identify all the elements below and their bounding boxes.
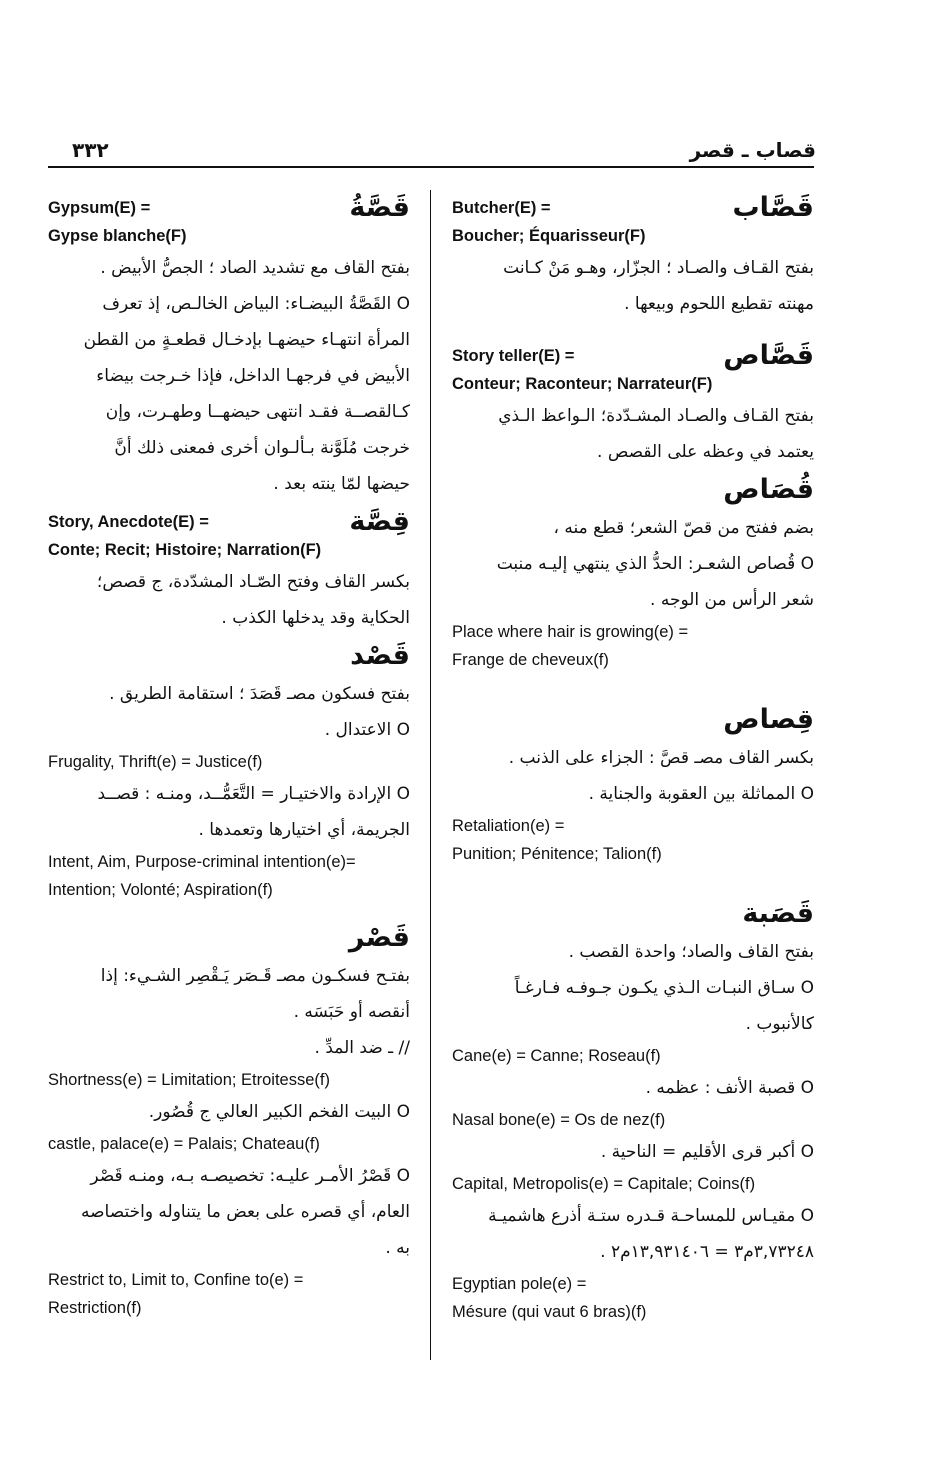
french-gloss: Punition; Pénitence; Talion(f) [452,845,662,863]
running-title: قصاب ـ قصر [689,138,816,162]
definition-line: كالأنبوب . [745,1014,814,1034]
definition-line: بكسر القاف وفتح الصّـاد المشدّدة، ج قصص؛ [96,572,410,592]
definition-line: O القَصَّةُ البيضـاء: البياض الخالـص، إذ تعرف [102,294,410,314]
definition-line: به . [385,1238,410,1258]
headword: قَصَّةُ [349,192,410,223]
definition-line: O قصبة الأنف : عظمه . [645,1078,814,1098]
gloss: Nasal bone(e) = Os de nez(f) [452,1111,666,1129]
english-gloss: Gypsum(E) = [48,199,151,217]
definition-line: حيضها لمّا ينته بعد . [273,474,410,494]
entry-qissa [48,502,410,636]
french-gloss: Gypse blanche(F) [48,227,187,245]
headword: قِصاص [723,704,814,735]
headword: قِصَّة [349,506,410,537]
definition-line: // ـ ضد المدِّ . [314,1038,410,1058]
entry-qasd [48,636,410,904]
english-gloss: Place where hair is growing(e) = [452,623,689,641]
entry-qassatu [48,188,410,502]
headword: قَصَّاب [732,192,814,223]
english-gloss: Story teller(E) = [452,347,575,365]
definition-line: O المماثلة بين العقوبة والجناية . [588,784,814,804]
definition-line: O الإرادة والاختيـار = التَّعَمُّــد، ومنـه : قصــد [97,784,410,804]
definition-line: O سـاق النبـات الـذي يكـون جـوفـه فـارغـاً [514,978,814,998]
gloss: Frugality, Thrift(e) = Justice(f) [48,753,263,771]
definition-line: بفتح القاف مع تشديد الصاد ؛ الجصُّ الأبيض . [100,258,410,278]
definition-line: O قُصاص الشعـر: الحدُّ الذي ينتهي إليـه منبت [496,554,814,574]
french-gloss: Boucher; Équarisseur(F) [452,227,646,245]
definition-line: كـالقصــة فقـد انتهى حيضهــا وطهـرت، وإن [105,402,410,422]
french-gloss: Conteur; Raconteur; Narrateur(F) [452,375,713,393]
gloss: Cane(e) = Canne; Roseau(f) [452,1047,661,1065]
english-gloss: Retaliation(e) = [452,817,565,835]
headword: قَصَبة [742,898,814,929]
definition-line: العام، أي قصره على بعض ما يتناوله واختصاصه [80,1202,410,1222]
english-gloss: Restrict to, Limit to, Confine to(e) = [48,1271,304,1289]
definition-line: بفتح القـاف والصـاد المشـدّدة؛ الـواعظ الـذي [498,406,814,426]
right-column [452,188,814,1326]
definition-line: O قَصْرُ الأمـر عليـه: تخصيصـه بـه، ومنـه قَصْر [90,1166,410,1186]
entry-qisas [452,700,814,868]
headword: قَصَّاص [723,340,814,371]
french-gloss: Conte; Recit; Histoire; Narration(F) [48,541,322,559]
french-gloss: Restriction(f) [48,1299,142,1317]
definition-line: شعر الرأس من الوجه . [650,590,814,610]
definition-line: الجريمة، أي اختيارها وتعمدها . [198,820,410,840]
definition-line: المرأة انتهـاء حيضهـا بإدخـال قطعـةٍ من القطن [83,330,410,350]
definition-line: O أكبر قرى الأقليم = الناحية . [600,1142,814,1162]
definition-line: أنقصه أو حَبَسَه . [293,1002,410,1022]
french-gloss: Mésure (qui vaut 6 bras)(f) [452,1303,647,1321]
definition-line: الحكاية وقد يدخلها الكذب . [221,608,410,628]
gloss: Shortness(e) = Limitation; Etroitesse(f) [48,1071,330,1089]
definition-line: O مقيـاس للمساحـة قـدره ستـة أذرع هاشميـة [488,1206,814,1226]
entry-qassab [452,188,814,322]
headword: قُصَاص [723,474,814,505]
definition-line: O البيت الفخم الكبير العالي ج قُصُور. [148,1102,410,1122]
entry-qasaba [452,894,814,1326]
page-header [0,138,944,168]
english-gloss: Intent, Aim, Purpose-criminal intention(e)= [48,853,356,871]
french-gloss: Frange de cheveux(f) [452,651,609,669]
english-gloss: Story, Anecdote(E) = [48,513,209,531]
definition-line: بفتح القاف والصاد؛ واحدة القصب . [568,942,814,962]
definition-line: بكسر القاف مصـ قصَّ : الجزاء على الذنب . [508,748,814,768]
gloss: castle, palace(e) = Palais; Chateau(f) [48,1135,320,1153]
definition-line: مهنته تقطيع اللحوم وبيعها . [624,294,814,314]
definition-line: O الاعتدال . [324,720,410,740]
english-gloss: Butcher(E) = [452,199,551,217]
definition-line: الأبيض في فرجهـا الداخل، فإذا خـرجت بيضاء [96,366,410,386]
header-rule [48,166,814,168]
left-column [48,188,410,1322]
page-number: ٣٣٢ [72,138,109,162]
column-divider [430,190,431,1360]
definition-line: بفتـح فسكـون مصـ قَـصَر يَـقْصِر الشـيء: إذا [100,966,410,986]
entry-qusas [452,470,814,674]
english-gloss: Egyptian pole(e) = [452,1275,587,1293]
french-gloss: Intention; Volonté; Aspiration(f) [48,881,273,899]
definition-line: بفتح فسكون مصـ قَصَدَ ؛ استقامة الطريق . [109,684,410,704]
definition-line: بضم ففتح من قصّ الشعر؛ قطع منه ، [553,518,814,538]
definition-line: خرجت مُلَوَّنة بـألـوان أخرى فمعنى ذلك أنَّ [114,438,410,458]
definition-line: يعتمد في وعظه على القصص . [597,442,814,462]
headword: قَصْر [348,922,410,953]
definition-line: ٣,٧٣٢٤٨م٣ = ١٣,٩٣١٤٠٦م٢ . [600,1242,814,1262]
headword: قَصْد [350,640,410,671]
entry-qasr [48,918,410,1322]
entry-qassas [452,336,814,470]
definition-line: بفتح القـاف والصـاد ؛ الجزّار، وهـو مَنْ كـانت [503,258,814,278]
gloss: Capital, Metropolis(e) = Capitale; Coins(f) [452,1175,756,1193]
